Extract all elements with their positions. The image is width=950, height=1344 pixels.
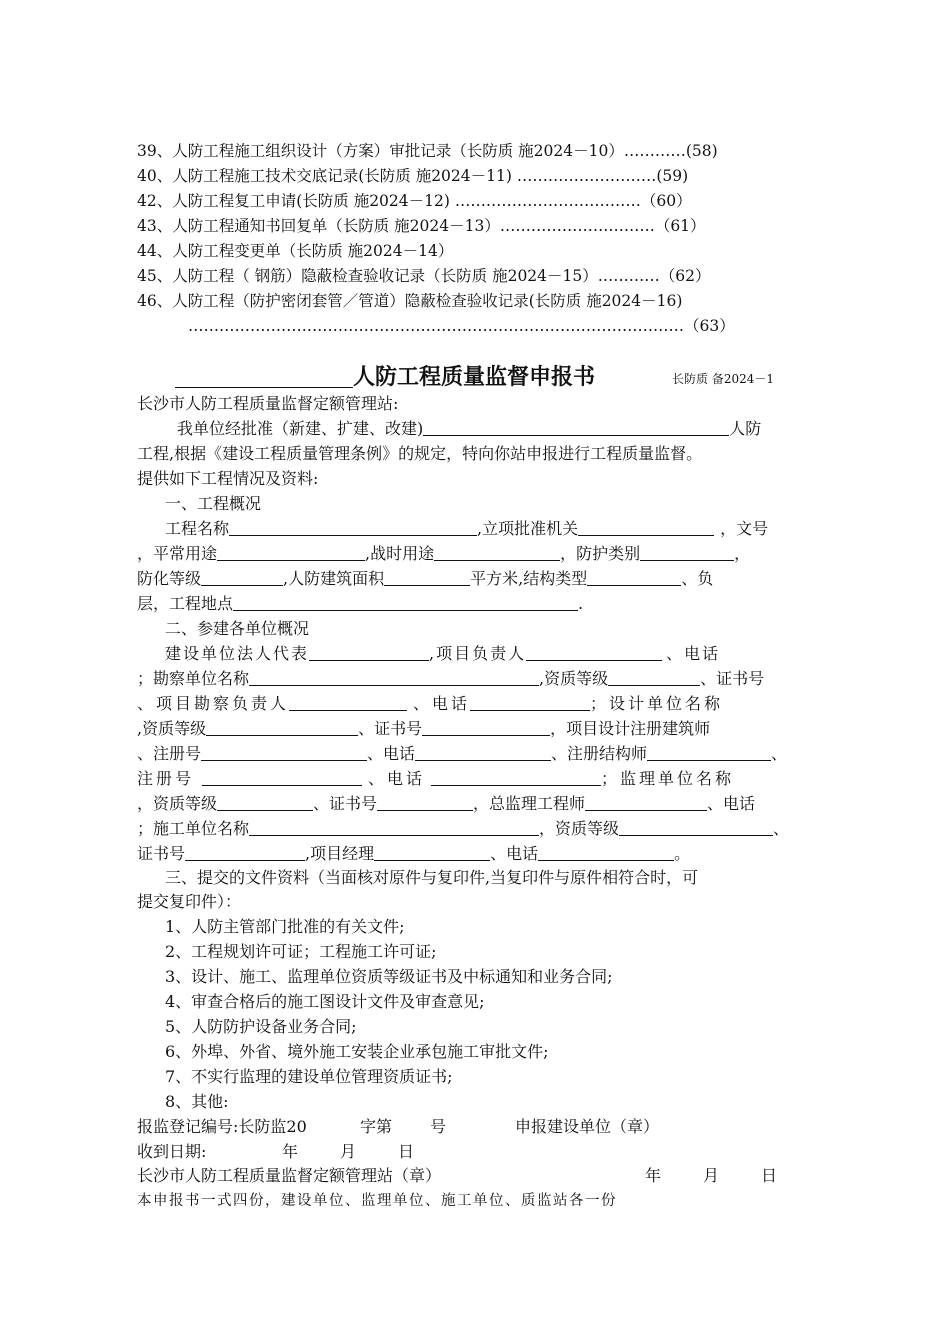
s1-line-2: ，平常用途 ,战时用途 ，防护类别 ， (137, 544, 751, 563)
doc-item-7: 7、不实行监理的建设单位管理资质证书; (165, 1067, 453, 1086)
construction-grade-field[interactable] (619, 819, 773, 836)
toc-entry-40: 40、人防工程施工技术交底记录(长防质 施2024－11) ………………………(59) (137, 167, 689, 185)
section-3-heading: 三、提交的文件资料（当面核对原件与复印件,当复印件与原件相符合时，可 (165, 868, 699, 887)
intro-line-1: 我单位经批准（新建、扩建、改建) 人防 (177, 419, 762, 438)
project-location-field[interactable] (233, 594, 578, 611)
s2-line-5: 、注册号 、电话 、注册结构师 、 (137, 744, 788, 763)
intro-line-3: 提供如下工程情况及资料: (137, 469, 319, 488)
toc-entry-46: 46、人防工程（防护密闭套管／管道）隐蔽检查验收记录(长防质 施2024－16) (137, 292, 683, 310)
doc-item-5: 5、人防防护设备业务合同; (165, 1017, 357, 1036)
survey-unit-field[interactable] (249, 669, 539, 686)
s2-line-4: ,资质等级 、证书号 ，项目设计注册建筑师 (137, 719, 711, 738)
legal-rep-field[interactable] (309, 644, 429, 661)
chief-supervisor-field[interactable] (585, 794, 707, 811)
registration-no: 号 (430, 1117, 447, 1136)
received-year: 年 (282, 1142, 299, 1161)
approval-authority-field[interactable] (578, 519, 714, 536)
structural-engineer-field[interactable] (647, 744, 771, 761)
form-title: 人防工程质量监督申报书 (175, 360, 595, 391)
s1-line-4: 层，工程地点 . (137, 594, 584, 613)
s1-line-1: 工程名称 ,立项批准机关 ，文号 (165, 519, 769, 538)
toc-entry-42: 42、人防工程复工申请(长防质 施2024－12) ………………………………（60） (137, 192, 692, 210)
form-code: 长防质 备2024－1 (672, 372, 774, 386)
survey-lead-field[interactable] (289, 694, 407, 711)
design-cert-field[interactable] (422, 719, 550, 736)
doc-item-2: 2、工程规划许可证；工程施工许可证; (165, 942, 437, 961)
s1-line-3: 防化等级 ,人防建筑面积 平方米,结构类型 、负 (137, 569, 714, 588)
registration-char: 字第 (360, 1117, 393, 1136)
engineer-phone-field[interactable] (431, 769, 601, 786)
toc-entry-46-leader: ……………………………………………………………………………………（63） (188, 317, 735, 335)
s2-line-3: 、项目勘察负责人 、电话 ；设计单位名称 (137, 694, 724, 713)
construction-cert-field[interactable] (185, 844, 305, 861)
s2-line-9: 证书号 ,项目经理 、电话 。 (137, 844, 691, 863)
engineer-reg-field[interactable] (202, 769, 362, 786)
wartime-use-field[interactable] (434, 544, 560, 561)
protection-class-field[interactable] (640, 544, 734, 561)
project-name-field[interactable] (229, 519, 477, 536)
supervision-grade-field[interactable] (217, 794, 313, 811)
intro-line-2: 工程,根据《建设工程质量管理条例》的规定，特向你站申报进行工程质量监督。 (137, 444, 703, 463)
toc-entry-43: 43、人防工程通知书回复单（长防质 施2024－13）…………………………（61） (137, 217, 706, 235)
doc-item-1: 1、人防主管部门批准的有关文件; (165, 917, 405, 936)
doc-item-3: 3、设计、施工、监理单位资质等级证书及中标通知和业务合同; (165, 967, 613, 986)
received-day: 日 (398, 1142, 415, 1161)
section-1-heading: 一、工程概况 (165, 494, 262, 513)
section-3-heading-cont: 提交复印件）： (137, 892, 242, 911)
received-month: 月 (340, 1142, 357, 1161)
approval-blank[interactable] (423, 419, 729, 436)
addressee: 长沙市人防工程质量监督定额管理站: (137, 394, 399, 413)
construction-unit-field[interactable] (249, 819, 539, 836)
footer-note: 本申报书一式四份，建设单位、监理单位、施工单位、质监站各一份 (137, 1193, 617, 1209)
station-seal: 长沙市人防工程质量监督定额管理站（章） (137, 1166, 442, 1185)
doc-item-6: 6、外埠、外省、境外施工安装企业承包施工审批文件; (165, 1042, 549, 1061)
construction-phone-field[interactable] (538, 844, 674, 861)
s2-line-1: 建设单位法人代表 ,项目负责人 、电话 (165, 644, 721, 663)
s2-line-2: ；勘察单位名称 ,资质等级 、证书号 (137, 669, 765, 688)
architect-reg-field[interactable] (201, 744, 367, 761)
design-phone-field[interactable] (415, 744, 551, 761)
doc-item-8: 8、其他: (165, 1092, 229, 1111)
project-name-blank[interactable] (175, 365, 353, 388)
s2-line-8: ；施工单位名称 ，资质等级 、 (137, 819, 790, 838)
structure-type-field[interactable] (587, 569, 681, 586)
station-year: 年 (645, 1166, 662, 1185)
received-date-label: 收到日期: (137, 1142, 207, 1161)
registration-number: 报监登记编号:长防监20 (137, 1117, 307, 1136)
s2-line-6: 注册号 、电话 ；监理单位名称 (137, 769, 735, 788)
toc-entry-39: 39、人防工程施工组织设计（方案）审批记录（长防质 施2024－10）…………(58) (137, 142, 718, 160)
peacetime-use-field[interactable] (217, 544, 365, 561)
station-day: 日 (761, 1166, 778, 1185)
project-lead-field[interactable] (526, 644, 662, 661)
survey-grade-field[interactable] (608, 669, 700, 686)
supervision-cert-field[interactable] (377, 794, 473, 811)
station-month: 月 (703, 1166, 720, 1185)
doc-item-4: 4、审查合格后的施工图设计文件及审查意见; (165, 992, 485, 1011)
project-manager-field[interactable] (374, 844, 490, 861)
chemical-defense-field[interactable] (201, 569, 283, 586)
toc-entry-44: 44、人防工程变更单（长防质 施2024－14） (137, 242, 454, 260)
s2-line-7: ，资质等级 、证书号 ，总监理工程师 、电话 (137, 794, 756, 813)
survey-phone-field[interactable] (470, 694, 590, 711)
area-field[interactable] (384, 569, 470, 586)
section-2-heading: 二、参建各单位概况 (165, 619, 310, 638)
applicant-seal: 申报建设单位（章） (515, 1117, 660, 1136)
design-grade-field[interactable] (206, 719, 358, 736)
toc-entry-45: 45、人防工程（ 钢筋）隐蔽检查验收记录（长防质 施2024－15）…………（62） (137, 267, 711, 285)
